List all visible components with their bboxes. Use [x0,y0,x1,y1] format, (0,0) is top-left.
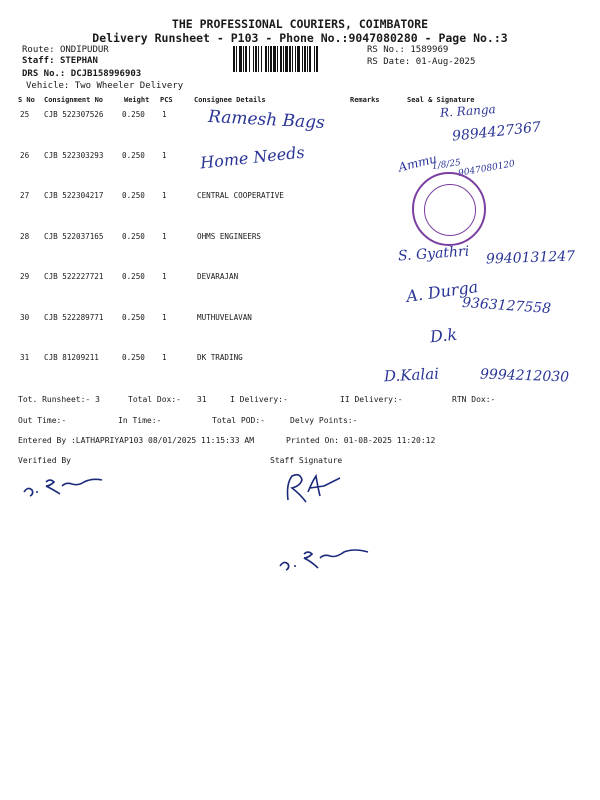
col-consignment: Consignment No [44,96,104,104]
row-consignment: CJB 522227721 [44,272,104,281]
row-pcs: 1 [162,191,167,200]
row-sno: 30 [20,313,30,322]
rs-no-line [367,45,448,55]
row-weight: 0.250 [122,272,145,281]
row-consignee: DK TRADING [197,353,243,362]
delvy-points: Delvy Points:- [290,416,358,425]
runsheet-subtitle: Delivery Runsheet - P103 - Phone No.:9047080280 - Page No.:3 [92,31,508,45]
signature-phone: 9940131247 [485,248,576,268]
row-pcs: 1 [162,110,167,119]
signature-name: S. Gyathri [397,243,470,265]
row-consignment: CJB 522289771 [44,313,104,322]
route-value: ONDIPUDUR [59,45,109,55]
signature-name: R. Ranga [439,102,497,120]
rs-date-value: 01-Aug-2025 [415,57,476,67]
vehicle-line [26,81,183,91]
rtn-dox: RTN Dox:- [452,395,496,404]
stamp-inner-ring [424,184,476,236]
rs-date-line [367,57,475,67]
signature-name: A. Durga [405,277,480,306]
row-weight: 0.250 [122,232,145,241]
rs-date-label: RS Date: [367,57,411,67]
row-weight: 0.250 [122,110,145,119]
row-pcs: 1 [162,313,167,322]
row-consignee: CENTRAL COOPERATIVE [197,191,284,200]
row-sno: 25 [20,110,30,119]
row-weight: 0.250 [122,313,145,322]
row-consignment: CJB 81209211 [44,353,99,362]
second-verified-signature [276,544,376,578]
signature-name: D.k [429,324,458,347]
total-runsheet: Tot. Runsheet:- 3 [18,395,100,404]
vehicle-value: Two Wheeler Delivery [74,81,184,91]
drs-line [22,69,141,79]
staff-value: STEPHAN [59,56,98,66]
verified-by-label: Verified By [18,456,71,465]
entered-by: Entered By :LATHAPRIYAP103 08/01/2025 11:15:33 AM [18,436,255,445]
col-pcs: PCS [160,96,173,104]
company-seal-stamp [412,172,486,246]
row-weight: 0.250 [122,353,145,362]
row-pcs: 1 [162,232,167,241]
out-time: Out Time:- [18,416,67,425]
drs-value: DCJB158996903 [70,69,142,79]
row-weight: 0.250 [122,151,145,160]
col-consignee: Consignee Details [194,96,266,104]
col-sno: S No [18,96,35,104]
row-sno: 28 [20,232,30,241]
route-line [22,45,109,55]
signature-phone: 9047080120 [457,159,516,179]
row-sno: 27 [20,191,30,200]
row-consignment: CJB 522037165 [44,232,104,241]
row-sno: 29 [20,272,30,281]
barcode-bar [318,46,319,72]
row-sno: 26 [20,151,30,160]
rs-no-label: RS No.: [367,45,405,55]
drs-label: DRS No.: [22,69,66,79]
row-consignee: DEVARAJAN [197,272,239,281]
rs-no-value: 1589969 [410,45,449,55]
row-pcs: 1 [162,272,167,281]
handwritten-consignee: Ramesh Bags [207,106,326,134]
drs-barcode [233,46,361,72]
staff-label: Staff: [22,56,55,66]
in-time: In Time:- [118,416,162,425]
printed-on: Printed On: 01-08-2025 11:20:12 [286,436,436,445]
col-weight: Weight [124,96,150,104]
route-label: Route: [22,45,55,55]
row-consignment: CJB 522303293 [44,151,104,160]
staff-signature-label: Staff Signature [270,456,343,465]
row-consignee: OHMS ENGINEERS [197,232,262,241]
col-remarks: Remarks [350,96,380,104]
total-pod: Total POD:- [212,416,265,425]
vehicle-label: Vehicle: [26,81,70,91]
signature-name: D.Kalai [383,364,440,386]
row-sno: 31 [20,353,30,362]
row-pcs: 1 [162,151,167,160]
verified-by-signature [20,472,110,502]
company-title: THE PROFESSIONAL COURIERS, COIMBATORE [171,17,429,31]
staff-line [22,56,98,66]
signature-name: Ammu [396,151,439,175]
row-consignment: CJB 522307526 [44,110,104,119]
signature-phone: 9363127558 [461,294,552,318]
row-consignment: CJB 522304217 [44,191,104,200]
col-seal-signature: Seal & Signature [407,96,475,104]
row-weight: 0.250 [122,191,145,200]
ii-delivery: II Delivery:- [340,395,403,404]
i-delivery: I Delivery:- [230,395,288,404]
signature-date: 1/8/25 [431,158,462,172]
signature-phone: 9994212030 [479,366,570,386]
total-dox-label: Total Dox:- [128,395,181,404]
total-dox-value: 31 [197,395,207,404]
handwritten-consignee: Home Needs [199,142,306,173]
signature-phone: 9894427367 [451,119,542,145]
staff-signature [280,470,350,510]
row-pcs: 1 [162,353,167,362]
row-consignee: MUTHUVELAVAN [197,313,252,322]
